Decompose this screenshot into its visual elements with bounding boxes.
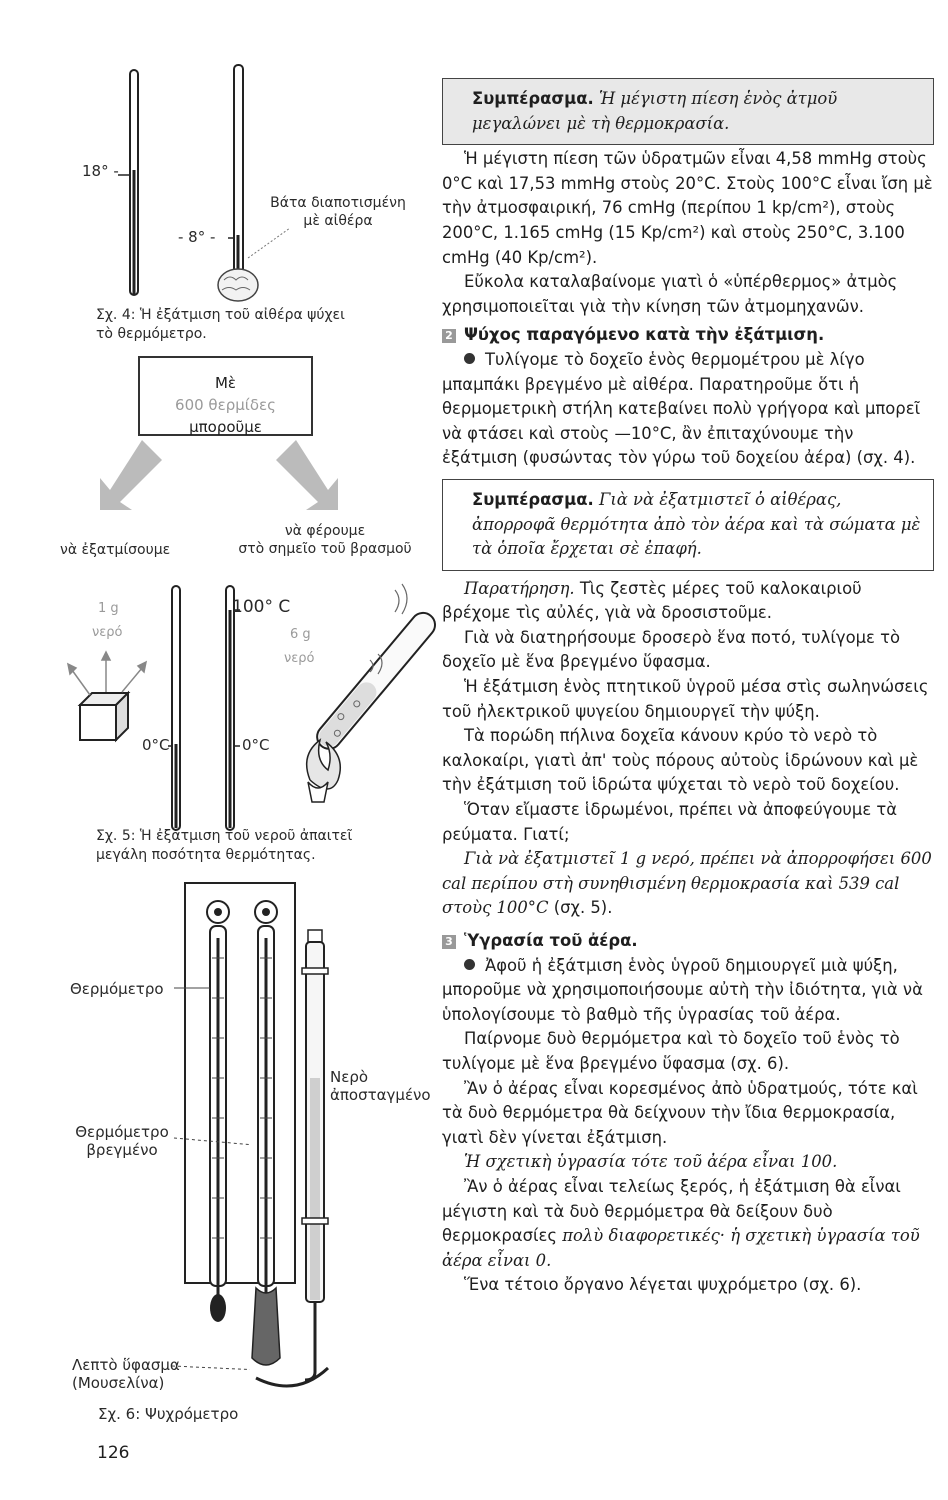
paragraph-evaporation-heat [442,847,934,921]
fig5-right-arrow-label [218,522,432,558]
conclusion-2-body: Γιὰ νὰ ἐξατμιστεῖ ὁ αἰθέρας, ἀπορροφᾶ θερμότητα ἀπὸ τὸν ἀέρα καὶ τὰ σώματα μὲ τὰ ὁποῖα ἔρχεται σὲ ἐπαφή. [472,489,921,559]
fig6-thermometer-label: Θερμόμετρο [70,980,164,998]
fig5-steam-lines [395,584,407,614]
fig5-right-water-label: νερό [284,651,315,666]
fig5-test-tube [312,608,440,754]
fig5-box-line3: μποροῦμε [189,418,262,436]
conclusion-box-1 [442,78,934,145]
bullet-icon [464,353,475,364]
section-2-number: 2 [442,329,456,343]
paragraph-observation [442,577,934,626]
figure-5-caption [96,827,352,865]
fig6-distilled-water-tube [302,930,328,1380]
section-2-heading [442,323,934,348]
fig5-caption-line2: μεγάλη ποσότητα θερμότητας. [96,847,316,863]
section-3-heading [442,929,934,954]
dry-air-text-a: Ἂν ὁ ἀέρας εἶναι τελείως ξερός, ἡ ἐξάτμιση θὰ εἶναι μέγιστη καὶ τὰ δυὸ θερμόμετρα θὰ δείξουν δυὸ θερμοκρασίες [442,1176,901,1246]
fig4-right-temp-label: - 8° - [178,228,216,246]
fig5-arrow-right [276,440,338,510]
fig6-cloth-label-line2: (Μουσελίνα) [72,1374,165,1392]
section-2-title: Ψύχος παραγόμενο κατὰ τὴν ἐξάτμιση. [464,325,825,345]
section-3-title: Ὑγρασία τοῦ ἀέρα. [464,931,638,950]
fig5-right-label-line1: νὰ φέρουμε [284,523,366,539]
paragraph-psychrometer: Ἕνα τέτοιο ὄργανο λέγεται ψυχρόμετρο (σχ. 6). [464,1275,862,1295]
text-column [442,78,934,1298]
paragraph-cool-drink: Γιὰ νὰ διατηρήσουμε δροσερὸ ἕνα ποτό, τυλίγομε τὸ δοχεῖο μὲ ἕνα βρεγμένο ὕφασμα. [442,627,901,672]
fig5-temp-100: 100° C [232,597,291,617]
observation-title: Παρατήρηση. [464,578,575,598]
paragraph-two-thermometers: Παίρνομε δυὸ θερμόμετρα καὶ τὸ δοχεῖο τοῦ ἑνὸς τὸ τυλίγομε μὲ ἕνα βρεγμένο ὕφασμα (σχ. 6). [442,1029,900,1073]
paragraph-max-pressure: Ἡ μέγιστη πίεση τῶν ὑδρατμῶν εἶναι 4,58 mmHg στοὺς 0°C καὶ 17,53 mmHg στοὺς 20°C. Στοὺς 100°C εἶναι ἴση μὲ τὴν ἀτμοσφαιρική, 76 cmHg (περίπου 1 kp/cm²), στοὺς 200°C, 1.165 cmHg (15 Kp/cm²) καὶ στοὺς 250°C, 3.100 cmHg (40 Kp/cm²). [442,149,933,267]
fig5-box-line1: Μὲ [214,374,237,392]
fig4-left-temp-label: 18° - [82,162,119,180]
fig5-right-water-amount: 6 g [290,627,311,642]
paragraph-humidity-principle [442,954,934,1028]
paragraph-sweat-drafts: Ὅταν εἴμαστε ἱδρωμένοι, πρέπει νὰ ἀποφεύγουμε τὰ ρεύματα. Γιατί; [442,800,898,844]
fig5-left-arrow-label: νὰ ἐξατμίσουμε [60,542,171,558]
paragraph-saturated-air: Ἂν ὁ ἀέρας εἶναι κορεσμένος ἀπὸ ὑδρατμούς, τότε καὶ τὰ δυὸ θερμόμετρα θὰ δείχνουν τὴν ἴδια θερμοκρασία, γιατὶ δὲν γίνεται ἐξάτμιση. [442,1078,918,1147]
fig5-energy-box [138,356,313,436]
fig5-left-water-amount: 1 g [98,601,119,616]
figure-4-caption [96,306,345,344]
conclusion-box-2 [442,479,934,571]
observation-body: Τὶς ζεστὲς μέρες τοῦ καλοκαιριοῦ βρέχομε τὶς αὐλές, γιὰ νὰ δροσιστοῦμε. [442,578,862,623]
ether-cotton-wad [218,269,258,301]
fig6-water-label [330,1068,431,1104]
conclusion-2-title: Συμπέρασμα. [472,489,594,509]
page-number: 126 [97,1443,130,1463]
fig4-wad-label [252,194,424,230]
fig6-water-label-line2: ἀποσταγμένο [330,1086,431,1104]
conclusion-1-body: Ἡ μέγιστη πίεση ἑνὸς ἀτμοῦ μεγαλώνει μὲ τὴ θερμοκρασία. [472,89,838,133]
fig5-box-line2: 600 θερμίδες [175,396,276,414]
fig4-caption-line1: Σχ. 4: Ἡ ἐξάτμιση τοῦ αἰθέρα ψύχει [96,307,345,323]
paragraph-ether-experiment [442,348,934,471]
fig6-wet-label-line1: Θερμόμετρο [75,1123,169,1141]
fig6-wet-label [66,1123,178,1159]
fig4-wad-label-line1: Βάτα διαποτισμένη [270,195,406,211]
fig6-cloth-label-line1: Λεπτὸ ὕφασμα [72,1356,180,1374]
paragraph-dry-air [442,1175,934,1273]
paragraph-ether-experiment-text: Τυλίγομε τὸ δοχεῖο ἑνὸς θερμομέτρου μὲ λίγο μπαμπάκι βρεγμένο μὲ αἰθέρα. Παρατηροῦμε ὅτι ἡ θερμομετρικὴ στήλη κατεβαίνει πολὺ γρήγορα καὶ μπορεῖ νὰ φτάσει καὶ στοὺς —10°C, ἂν ἐπιταχύνουμε τὴν ἐξάτμιση (φυσώντας τὸν γύρω τοῦ δοχείου ἀέρα) (σχ. 4). [442,349,921,468]
fig6-wet-label-line2: βρεγμένο [86,1141,158,1159]
fig5-arrow-left [100,440,162,510]
evaporation-heat-ref: (σχ. 5). [548,898,613,918]
dry-air-text-b: πολὺ διαφορετικές· ἡ σχετικὴ ὑγρασία τοῦ ἀέρα εἶναι 0. [442,1226,920,1270]
fig6-leader-lines [170,970,250,1390]
fig5-temp-0-left: 0°C [142,736,170,754]
fig5-caption-line1: Σχ. 5: Ἡ ἐξάτμιση τοῦ νεροῦ ἀπαιτεῖ [96,828,353,844]
fig4-wad-label-line2: μὲ αἰθέρα [303,213,373,229]
fig5-vapor-arrows [68,652,146,695]
fig6-cloth-label [72,1356,180,1392]
section-3-number: 3 [442,935,456,949]
bullet-icon [464,959,475,970]
fig5-left-water-label: νερό [92,625,123,640]
figure-6-caption: Σχ. 6: Ψυχρόμετρο [98,1405,239,1423]
paragraph-humidity-100: Ἡ σχετικὴ ὑγρασία τότε τοῦ ἀέρα εἶναι 100. [464,1152,838,1172]
paragraph-humidity-principle-text: Ἀφοῦ ἡ ἐξάτμιση ἑνὸς ὑγροῦ δημιουργεῖ μιὰ ψύξη, μποροῦμε νὰ χρησιμοποιήσουμε αὐτὴ τὴν ἰδιότητα, γιὰ νὰ ὑπολογίσουμε τὸ βαθμὸ τῆς ὑγρασίας τοῦ ἀέρα. [442,955,923,1024]
fig6-water-label-line1: Νερὸ [330,1068,369,1086]
fig4-caption-line2: τὸ θερμόμετρο. [96,326,207,342]
evaporation-heat-text: Γιὰ νὰ ἐξατμιστεῖ 1 g νερό, πρέπει νὰ ἀπορροφήσει 600 cal περίπου στὴ συνηθισμένη θερμοκρασία καὶ 539 cal στοὺς 100°C [442,849,932,918]
fig5-right-label-line2: στὸ σημεῖο τοῦ βρασμοῦ [238,541,412,557]
paragraph-refrigerator: Ἡ ἐξάτμιση ἑνὸς πτητικοῦ ὑγροῦ μέσα στὶς σωληνώσεις τοῦ ἠλεκτρικοῦ ψυγείου δημιουργεῖ τὴν ψύξη. [442,677,929,721]
conclusion-1-title: Συμπέρασμα. [472,89,594,108]
figure-5-illustration [60,430,440,870]
paragraph-superheated-steam: Εὔκολα καταλαβαίνομε γιατὶ ὁ «ὑπέρθερμος» ἀτμὸς χρησιμοποιεῖται γιὰ τὴν κίνηση τῶν ἀτμομηχανῶν. [442,272,898,316]
fig5-temp-0-right: 0°C [242,736,270,754]
figure-4-illustration [70,60,430,320]
fig5-ice-cube [80,693,128,740]
paragraph-clay-pots: Τὰ πορώδη πήλινα δοχεῖα κάνουν κρύο τὸ νερὸ τὸ καλοκαίρι, γιατὶ ἀπ' τοὺς πόρους αὐτοὺς ἱδρώνουν καὶ μὲ τὴν ἐξάτμιση τοῦ ἱδρώτα ψύχεται τὸ νερὸ τοῦ δοχείου. [442,726,919,795]
